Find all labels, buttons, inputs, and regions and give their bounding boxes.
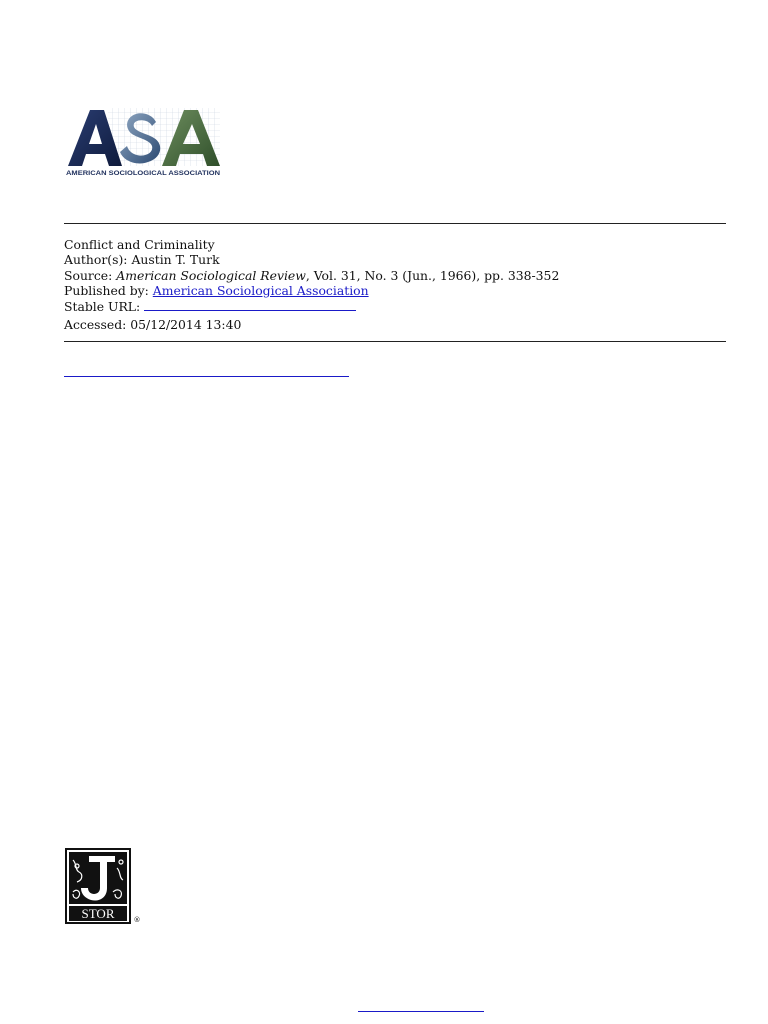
jstor-logo <box>65 848 143 926</box>
source-journal: American Sociological Review <box>116 267 306 283</box>
accessed-value: 05/12/2014 13:40 <box>130 317 242 333</box>
publisher-link[interactable]: American Sociological Association <box>152 283 369 299</box>
source-details: , Vol. 31, No. 3 (Jun., 1966), pp. 338-352 <box>305 267 560 283</box>
stable-url-link[interactable] <box>144 299 356 311</box>
authors-line <box>64 252 726 267</box>
publisher-line <box>64 283 726 298</box>
publisher-label: Published by: <box>64 283 149 299</box>
jstor-wordmark: STOR <box>81 906 115 921</box>
source-label: Source: <box>64 267 113 283</box>
top-divider <box>64 223 726 224</box>
authors-label: Author(s): <box>64 252 128 268</box>
accessed-label: Accessed: <box>64 317 127 333</box>
asa-logo <box>64 106 224 178</box>
accessed-line <box>64 317 726 332</box>
citation-block <box>64 237 726 332</box>
stable-url-line <box>64 299 726 314</box>
footer-link[interactable] <box>358 1011 484 1012</box>
authors-value: Austin T. Turk <box>131 252 220 268</box>
stable-url-label: Stable URL: <box>64 298 141 314</box>
registered-mark: ® <box>133 916 141 924</box>
bottom-divider <box>64 341 726 342</box>
terms-of-use-link[interactable] <box>64 376 349 377</box>
article-title: Conflict and Criminality <box>64 237 215 252</box>
asa-logo-subtitle: AMERICAN SOCIOLOGICAL ASSOCIATION <box>66 170 221 177</box>
source-line <box>64 268 726 283</box>
